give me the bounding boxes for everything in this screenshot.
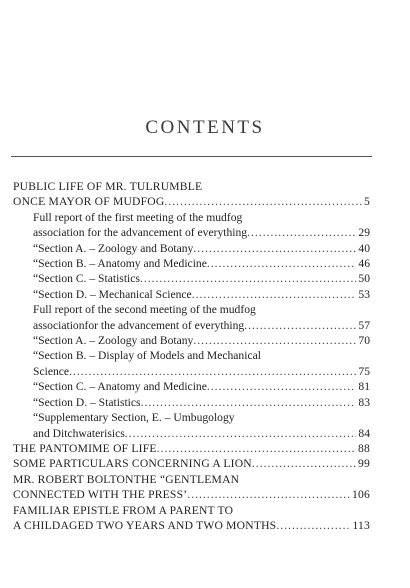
toc-page-number: 57 (358, 318, 370, 332)
toc-entry-title: ONCE MAYOR OF MUDFOG (13, 195, 165, 209)
toc-entry-row (33, 271, 370, 286)
toc-entry-title: “Section A. – Zoology and Botany (33, 334, 194, 348)
toc-page-number: 84 (358, 426, 370, 440)
title-rule (11, 156, 372, 157)
toc-leader-dots (207, 379, 357, 394)
toc-entry (13, 241, 370, 256)
toc-page-number: 106 (352, 488, 370, 502)
toc-entry (13, 441, 370, 456)
toc-entry-title: “Section B. – Anatomy and Medicine (33, 257, 207, 271)
toc-entry-row (13, 487, 370, 502)
toc-entry-title: association for the advancement of everything (33, 226, 248, 240)
toc-entry-title: THE PANTOMIME OF LIFE (13, 441, 157, 455)
toc-page-number: 70 (358, 334, 370, 348)
toc-entry-title: “Section C. – Statistics (33, 272, 140, 286)
toc-entry-row (33, 379, 370, 394)
toc-leader-dots (141, 395, 357, 410)
toc-entry-row (33, 287, 370, 302)
toc-entry (13, 179, 370, 210)
toc-entry-title-line: “Supplementary Section, E. – Umbugology (33, 411, 235, 425)
toc-entry-row (33, 364, 370, 379)
toc-page-number: 99 (358, 457, 370, 471)
toc-leader-dots (244, 318, 356, 333)
toc-entry-title: “Section A. – Zoology and Botany (33, 241, 194, 255)
page-title: CONTENTS (145, 117, 265, 138)
toc-entry (13, 210, 370, 241)
toc-entry-row (33, 241, 370, 256)
toc-page-number: 50 (358, 272, 370, 286)
toc-entry-row (33, 318, 370, 333)
toc-entry-row (33, 395, 370, 410)
toc-entry-row (33, 426, 370, 441)
toc-entry-row (33, 256, 370, 271)
toc-entry-title: and Ditchwaterisics (33, 426, 125, 440)
toc-leader-dots (207, 256, 357, 271)
toc-entry-title: SOME PARTICULARS CONCERNING A LION (13, 457, 252, 471)
toc-leader-dots (252, 456, 356, 471)
toc-leader-dots (125, 426, 357, 441)
toc-entry-row (13, 456, 370, 471)
toc-entry-row (13, 518, 370, 533)
toc-entry-row (13, 194, 370, 209)
toc-entry-title: “Section D. – Mechanical Science (33, 287, 192, 301)
toc-entry (13, 271, 370, 286)
toc-entry (13, 287, 370, 302)
toc-entry-title: “Section C. – Anatomy and Medicine (33, 380, 207, 394)
toc-entry-row (13, 441, 370, 456)
toc-leader-dots (164, 194, 362, 209)
toc-page-number: 53 (358, 287, 370, 301)
toc-entry-title: Science (33, 364, 70, 378)
toc-page-number: 75 (358, 364, 370, 378)
toc-entry (13, 410, 370, 441)
toc-page-number: 5 (364, 195, 370, 209)
toc-leader-dots (140, 271, 356, 286)
toc-page-number: 46 (358, 257, 370, 271)
toc-entry (13, 503, 370, 534)
toc-page-number: 81 (358, 380, 370, 394)
toc-leader-dots (69, 364, 356, 379)
toc-entry-row (33, 333, 370, 348)
toc-entry-title-line: MR. ROBERT BOLTONTHE “GENTLEMAN (13, 472, 240, 486)
toc-entry-title-line: “Section B. – Display of Models and Mechanical (33, 349, 261, 363)
toc-entry (13, 256, 370, 271)
toc-entry (13, 379, 370, 394)
toc-entry (13, 395, 370, 410)
toc-leader-dots (192, 287, 357, 302)
toc-entry-title-line: FAMILIAR EPISTLE FROM A PARENT TO (13, 503, 234, 517)
toc-leader-dots (276, 518, 350, 533)
toc-entry (13, 348, 370, 379)
toc-page-number: 40 (358, 241, 370, 255)
toc-entry (13, 302, 370, 333)
table-of-contents (13, 179, 370, 533)
toc-entry-row (33, 225, 370, 240)
toc-entry-title: associationfor the advancement of everything (33, 318, 245, 332)
toc-page-number: 113 (352, 518, 370, 532)
toc-leader-dots (187, 487, 350, 502)
toc-page-number: 83 (358, 395, 370, 409)
toc-entry (13, 456, 370, 471)
toc-entry-title-line: PUBLIC LIFE OF MR. TULRUMBLE (13, 180, 203, 193)
toc-entry-title: CONNECTED WITH THE PRESS’ (13, 488, 188, 502)
toc-leader-dots (157, 441, 356, 456)
toc-entry-title-line: Full report of the first meeting of the mudfog (33, 210, 243, 224)
toc-leader-dots (193, 241, 356, 256)
toc-entry (13, 472, 370, 503)
toc-page-number: 88 (358, 441, 370, 455)
toc-entry (13, 333, 370, 348)
toc-entry-title-line: Full report of the second meeting of the mudfog (33, 303, 256, 317)
toc-leader-dots (193, 333, 356, 348)
toc-entry-title: “Section D. – Statistics (33, 395, 141, 409)
toc-page-number: 29 (358, 226, 370, 240)
toc-entry-title: A CHILDAGED TWO YEARS AND TWO MONTHS (13, 518, 277, 532)
toc-leader-dots (247, 225, 356, 240)
